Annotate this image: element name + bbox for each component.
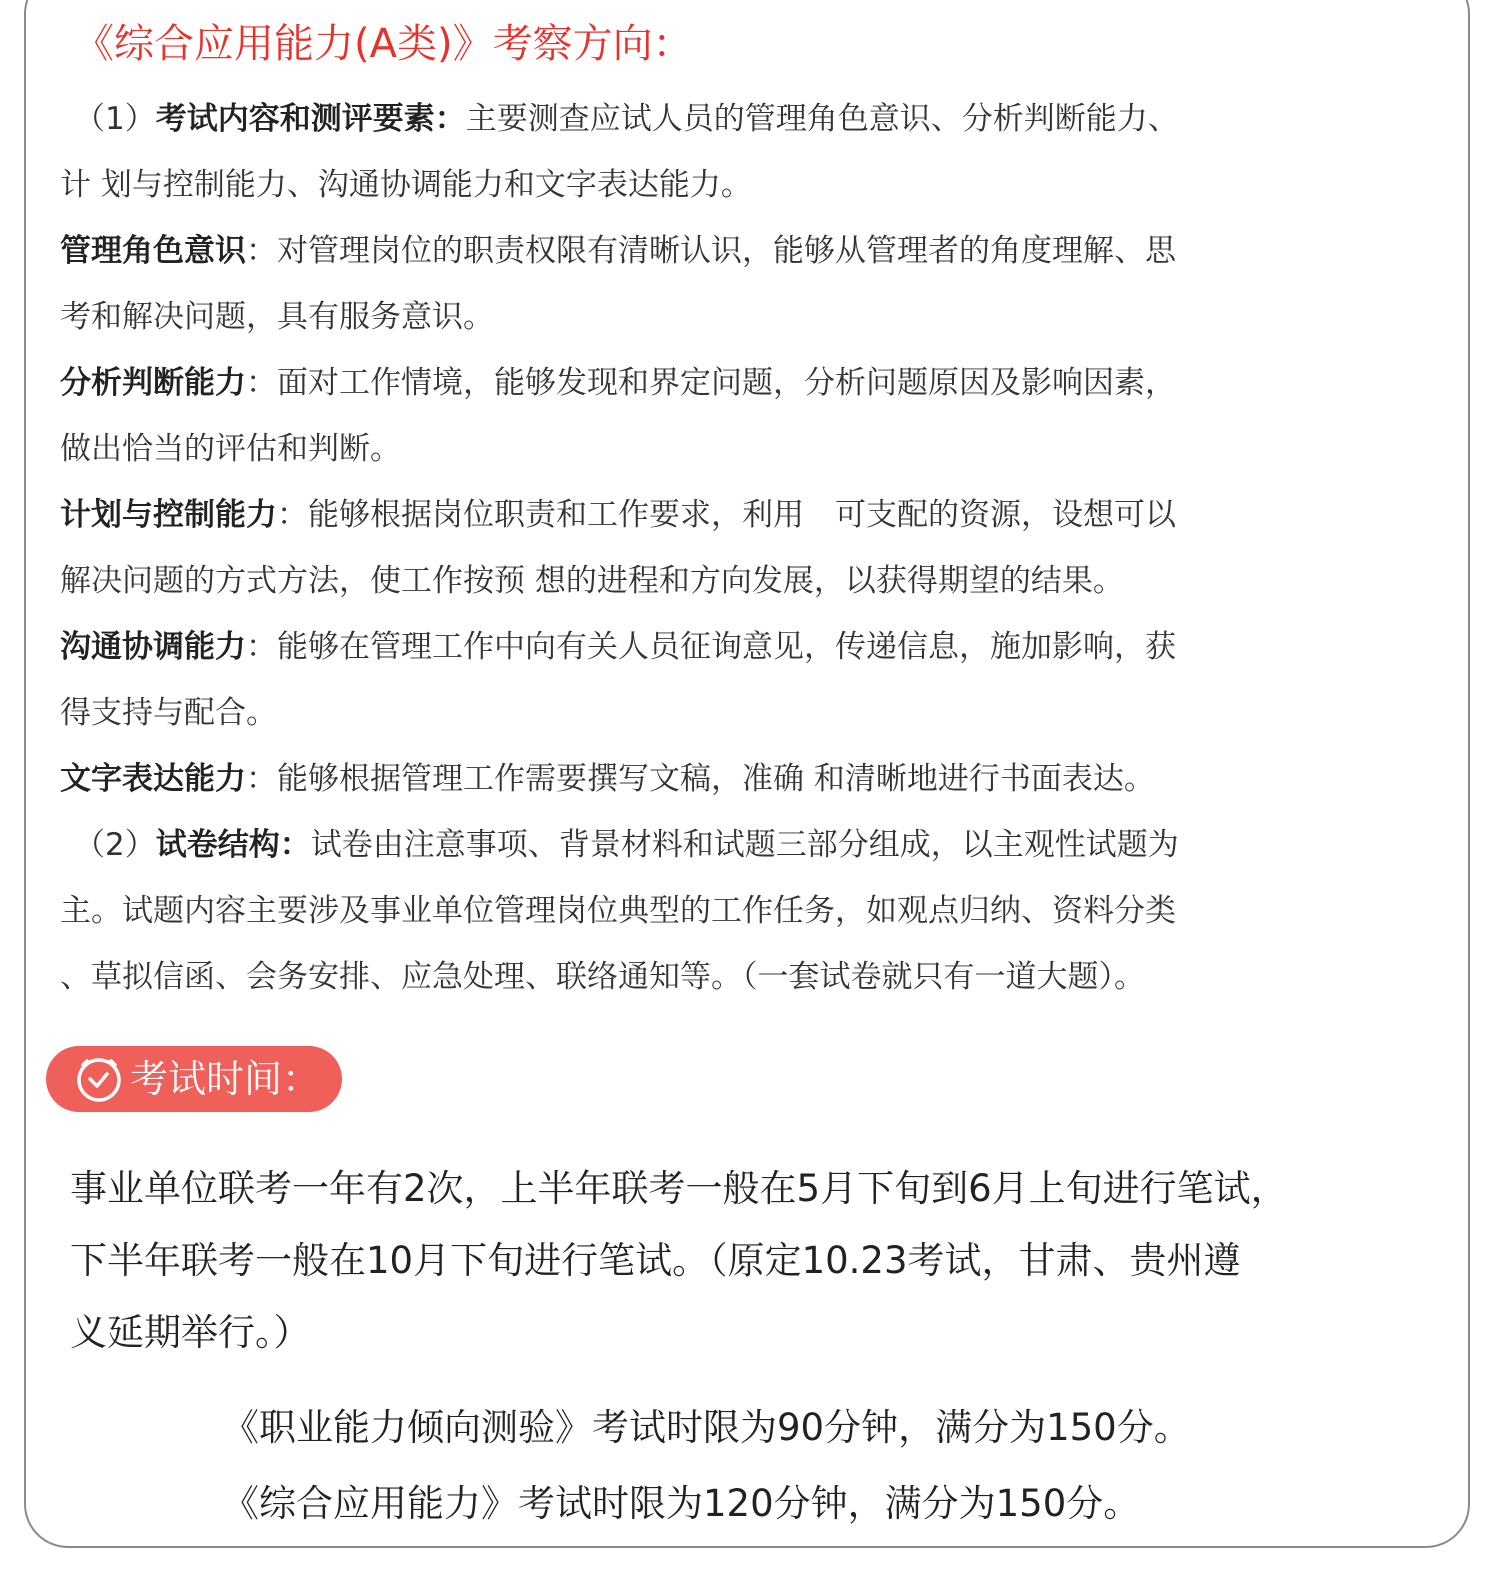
ability-management-role-cont: 考和解决问题，具有服务意识。	[60, 299, 494, 335]
ability-text: 能够在管理工作中向有关人员征询意见，传递信息，施加影响，获	[277, 629, 1176, 665]
item1-line1	[60, 86, 1440, 152]
ability-communication	[60, 614, 1440, 680]
item1-prefix: （1）	[74, 101, 156, 137]
exam-time-limits	[222, 1390, 1191, 1542]
ability-text: 面对工作情境，能够发现和界定问题，分析问题原因及影响因素，	[277, 365, 1176, 401]
item2-prefix: （2）	[74, 827, 156, 863]
colon: ：	[246, 365, 277, 401]
ability-communication-cont: 得支持与配合。	[60, 695, 277, 731]
ability-label: 计划与控制能力	[60, 497, 277, 533]
ability-planning	[60, 482, 1440, 548]
ability-text: 能够根据管理工作需要撰写文稿，准确 和清晰地进行书面表达。	[277, 761, 1155, 797]
exam-time-label: 考试时间：	[130, 1057, 321, 1101]
ability-text: 能够根据岗位职责和工作要求，利用 可支配的资源，设想可以	[308, 497, 1176, 533]
item2-label: 试卷结构：	[155, 827, 311, 863]
exam-time-badge	[46, 1046, 342, 1112]
colon: ：	[246, 233, 277, 269]
item1-label: 考试内容和测评要素：	[155, 101, 466, 137]
ability-label: 沟通协调能力	[60, 629, 246, 665]
ability-label: 管理角色意识	[60, 233, 246, 269]
exam-direction-section	[60, 86, 1440, 1010]
ability-text: 对管理岗位的职责权限有清晰认识，能够从管理者的角度理解、思	[277, 233, 1176, 269]
clock-icon	[74, 1054, 124, 1104]
ability-label: 分析判断能力	[60, 365, 246, 401]
colon: ：	[246, 629, 277, 665]
item1-line2: 计 划与控制能力、沟通协调能力和文字表达能力。	[60, 167, 752, 203]
item2-text: 试卷由注意事项、背景材料和试题三部分组成，以主观性试题为	[310, 827, 1179, 863]
item2-line3: 、草拟信函、会务安排、应急处理、联络通知等。（一套试卷就只有一道大题）。	[60, 959, 1145, 995]
ability-analysis	[60, 350, 1440, 416]
item2-line1	[60, 812, 1440, 878]
exam-time-line: 下半年联考一般在10月下旬进行笔试。（原定10.23考试，甘肃、贵州遵	[70, 1239, 1241, 1282]
item1-text: 主要测查应试人员的管理角色意识、分析判断能力、	[465, 101, 1179, 137]
exam-time-line: 事业单位联考一年有2次，上半年联考一般在5月下旬到6月上旬进行笔试，	[70, 1167, 1288, 1210]
ability-label: 文字表达能力	[60, 761, 246, 797]
colon: ：	[246, 761, 277, 797]
ability-writing	[60, 746, 1440, 812]
exam-time-description	[70, 1153, 1440, 1369]
ability-planning-cont: 解决问题的方式方法，使工作按预 想的进程和方向发展，以获得期望的结果。	[60, 563, 1124, 599]
colon: ：	[277, 497, 308, 533]
limit-aptitude-test: 《职业能力倾向测验》考试时限为90分钟，满分为150分。	[222, 1406, 1191, 1449]
item2-line2: 主。试题内容主要涉及事业单位管理岗位典型的工作任务，如观点归纳、资料分类	[60, 893, 1176, 929]
ability-analysis-cont: 做出恰当的评估和判断。	[60, 431, 401, 467]
exam-time-line: 义延期举行。）	[70, 1311, 311, 1354]
ability-management-role	[60, 218, 1440, 284]
section-title: 《综合应用能力(A类)》考察方向：	[74, 21, 693, 67]
limit-comprehensive: 《综合应用能力》考试时限为120分钟，满分为150分。	[222, 1482, 1141, 1525]
